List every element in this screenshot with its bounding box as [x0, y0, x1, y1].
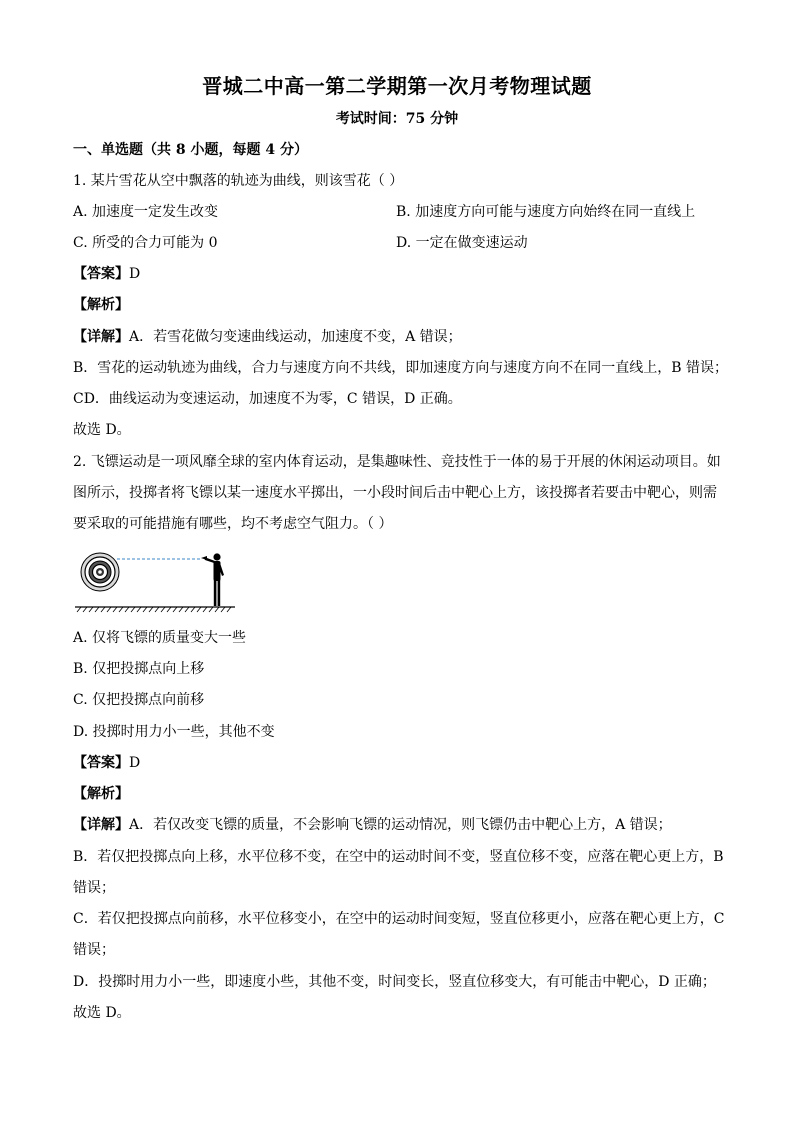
q1-stem: 1. 某片雪花从空中飘落的轨迹为曲线，则该雪花（ ）: [73, 173, 404, 189]
q2-answer-tag: 【答案】: [73, 755, 129, 771]
q2-detail-1: [73, 815, 672, 835]
q1-option-b: B. 加速度方向可能与速度方向始终在同一直线上: [396, 204, 696, 220]
q1-analysis-tag: 【解析】: [73, 297, 129, 313]
q1-option-c: C. 所受的合力可能为 0: [73, 235, 218, 251]
q2-detail-2a: B．若仅把投掷点向上移，水平位移不变，在空中的运动时间不变，竖直位移不变，应落在靶心更上方，B: [73, 849, 724, 865]
section-heading: 一、单选题（共 8 小题，每题 4 分）: [73, 142, 308, 158]
q1-answer-tag: 【答案】: [73, 266, 129, 282]
q2-detail-2b: 错误；: [73, 880, 115, 896]
page-title: 晋城二中高一第二学期第一次月考物理试题: [202, 74, 592, 98]
q2-answer-value: D: [129, 755, 141, 771]
q2-detail-tag: 【详解】: [73, 817, 129, 833]
q2-answer: [73, 753, 140, 773]
q1-detail-1-text: A．若雪花做匀变速曲线运动，加速度不变，A 错误；: [129, 329, 462, 345]
q2-detail-3b: 错误；: [73, 942, 115, 958]
q1-option-a: A. 加速度一定发生改变: [73, 204, 219, 220]
q1-detail-1: [73, 327, 462, 347]
thrower-silhouette-icon: [201, 553, 224, 606]
q1-detail-3: CD．曲线运动为变速运动，加速度不为零，C 错误，D 正确。: [73, 391, 462, 407]
q1-option-d: D. 一定在做变速运动: [396, 235, 528, 251]
q2-detail-4: D．投掷时用力小一些，即速度小些，其他不变，时间变长，竖直位移变大，有可能击中靶心，D 正确；: [73, 974, 716, 990]
q1-conclusion: 故选 D。: [73, 422, 131, 438]
exam-duration: 考试时间：75 分钟: [335, 111, 459, 127]
dartboard-icon: [81, 553, 119, 591]
dart-figure: [73, 545, 243, 615]
q2-option-a: A. 仅将飞镖的质量变大一些: [73, 630, 247, 646]
q1-detail-tag: 【详解】: [73, 329, 129, 345]
q2-detail-1-text: A．若仅改变飞镖的质量，不会影响飞镖的运动情况，则飞镖仍击中靶心上方，A 错误；: [129, 817, 672, 833]
q2-stem-line-3: 要采取的可能措施有哪些，均不考虑空气阻力。（ ）: [73, 516, 393, 532]
q1-answer-value: D: [129, 266, 141, 282]
q1-detail-2: B．雪花的运动轨迹为曲线，合力与速度方向不共线，即加速度方向与速度方向不在同一直线上，B 错误；: [73, 360, 729, 376]
q2-option-d: D. 投掷时用力小一些，其他不变: [73, 724, 275, 740]
q2-analysis-tag: 【解析】: [73, 786, 129, 802]
q1-answer: [73, 264, 140, 284]
ground-hatching: [77, 607, 231, 612]
q2-stem-line-2: 图所示，投掷者将飞镖以某一速度水平掷出，一小段时间后击中靶心上方，该投掷者若要击中靶心，则需: [73, 485, 717, 501]
q2-option-b: B. 仅把投掷点向上移: [73, 661, 205, 677]
q2-detail-3a: C．若仅把投掷点向前移，水平位移变小，在空中的运动时间变短，竖直位移更小，应落在靶心更上方，C: [73, 911, 725, 927]
q2-conclusion: 故选 D。: [73, 1005, 131, 1021]
q2-stem-line-1: 2. 飞镖运动是一项风靡全球的室内体育运动，是集趣味性、竞技性于一体的易于开展的休闲运动项目。如: [73, 454, 721, 470]
q2-option-c: C. 仅把投掷点向前移: [73, 692, 205, 708]
